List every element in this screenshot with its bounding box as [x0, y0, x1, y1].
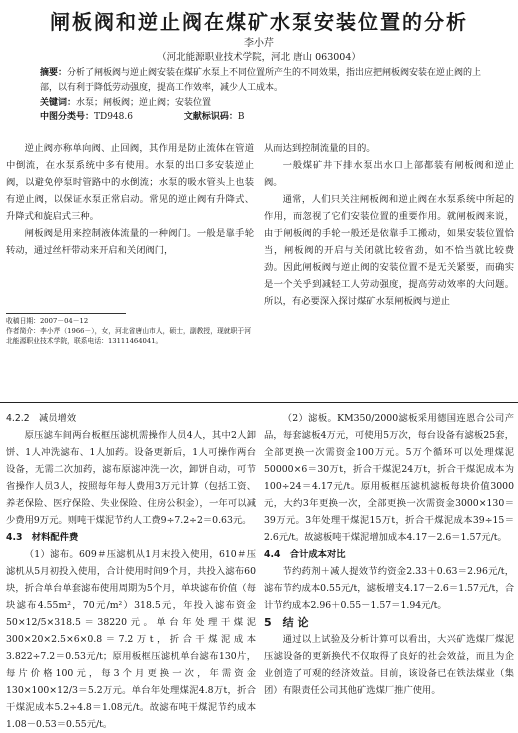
heading-4-3: 4.3 材料配件费: [6, 532, 79, 543]
affiliation: （河北能源职业技术学院，河北 唐山 063004）: [157, 52, 361, 63]
abstract-label: 摘要：: [40, 68, 68, 78]
paragraph: 通常，人们只关注闸板阀和逆止阀在水泵系统中所起的作用，而忽视了它们安装位置的重要作用。就闸板阀来说，由于闸板阀的手轮一般还是依靠手工搬动，如果安装位置恰当，闸板阀的开启与关闭就比较省劲，如不恰当就比较费劲。因此闸板阀与逆止阀的安装位置不是无关紧要，而确实是一个关乎到减轻工人劳动强度，提高劳动效率的大问题。所以，有必要深入探讨煤矿水泵闸板阀与逆止: [264, 194, 514, 307]
paragraph: 节约药剂＋减人提效节约资金2.33＋0.63＝2.96元/t，滤布节约成本0.55元/t，滤板增支4.17－2.6＝1.57元/t，合计节约成本2.96＋0.55－1.57＝1.94元/t。: [264, 566, 514, 611]
class-label: 中图分类号：: [40, 112, 95, 122]
paragraph: （1）滤布。609＃压滤机从1月末投入使用，610＃压滤机从5月初投入使用，合计使用时间9个月，共投入滤布60块，折合单台单套滤布使用周期为5个月，单块滤布价值（每块滤布4.55m²，70元/m²）318.5元，年投入滤布资金50×12/5×318.5＝38220元。单台年处理干煤泥300×20×2.5×6×0.8＝7.2万t，折合干煤泥成本3.822÷7.2＝0.53元/t；原用板框压滤机单台滤布130片，每片价格100元，每3个月更换一次，年需资金130×100×12/3＝5.2万元。单台年处理煤泥4.8万t，折合干煤泥成本5.2÷4.8＝1.08元/t。故滤布吨干煤泥节约成本1.08－0.53＝0.55元/t。: [6, 549, 256, 730]
heading-5-conclusion: 5 结 论: [264, 616, 309, 629]
doc-value: B: [237, 112, 245, 122]
paragraph: 从而达到控制流量的目的。: [264, 143, 376, 154]
doc-label: 文献标识码：: [183, 112, 238, 122]
footnote: [6, 316, 254, 346]
received-date: 收稿日期：2007－04－12: [6, 317, 89, 325]
keywords: [40, 96, 492, 111]
column-bottom-left: [6, 410, 256, 733]
author: 李小芹: [244, 38, 274, 49]
abstract-text: 分析了闸板阀与逆止阀安装在煤矿水泵上不同位置所产生的不同效果，指出应把闸板阀安装在逆止阀的上部，以有利于降低劳动强度，提高工作效率，减少人工成本。: [40, 68, 482, 93]
paragraph: 原压滤车间两台板框压滤机需操作人员4人，其中2人卸饼、1人冲洗滤布、1人加药。设备更新后，1人可操作两台设备，无需二次加药，滤布原滤冲洗一次，卸饼自动，可节省操作人员3人，按照每年每人费用3万元计算（包括工资、养老保险、医疗保险、失业保险、住房公积金），一年可以减少费用9万元。则吨干煤泥节约人工费9÷7.2÷2＝0.63元。: [6, 430, 256, 526]
footnote-rule: [6, 313, 126, 314]
paragraph: 闸板阀是用来控制液体流量的一种阀门。一般是靠手轮转动，通过丝杆带动来开启和关闭阀门，: [6, 228, 254, 256]
column-top-right: [264, 140, 514, 310]
class-value: TD948.6: [94, 112, 133, 122]
keywords-label: 关键词：: [40, 98, 77, 108]
paper-title: 闸板阀和逆止阀在煤矿水泵安装位置的分析: [50, 10, 468, 34]
author-bio: 作者简介：李小芹（1966－），女，河北省唐山市人，硕士，副教授，现就职于河北能源职业技术学院，联系电话：13111464041。: [6, 327, 251, 345]
heading-4-2-2: 4.2.2 减员增效: [6, 413, 77, 424]
abstract: [40, 66, 492, 96]
paragraph: （2）滤板。KM350/2000滤板采用德国连恩合公司产品，每套滤板4万元，可使用5万次，每台设备有滤板25套，全部更换一次需资金100万元。5万个循环可以处理煤泥50000×6＝30万t，折合干煤泥24万t，折合干煤泥成本为100÷24＝4.17元/t。原用板框压滤机滤板每块价值3000元，大约3年更换一次，全部更换一次需资金3000×130＝39万元。3年处理干煤泥15万t，折合干煤泥成本39÷15＝2.6元/t。故滤板吨干煤泥增加成本4.17－2.6＝1.57元/t。: [264, 413, 514, 543]
paragraph: 一般煤矿井下排水泵出水口上部都装有闸板阀和逆止阀。: [264, 160, 514, 188]
classification-line: [40, 110, 492, 125]
paragraph: 逆止阀亦称单向阀、止回阀，其作用是防止流体在管道中倒流，在水泵系统中多有使用。水泵的出口多安装逆止阀，以避免停泵时管路中的水倒流；水泵的吸水管头上也装有逆止阀，以保证水泵正常启动。常见的逆止阀有升降式、升降式和旋启式三种。: [6, 143, 254, 222]
column-bottom-right: [264, 410, 514, 699]
column-top-left: [6, 140, 254, 259]
section-divider: [0, 402, 518, 403]
heading-4-4: 4.4 合计成本对比: [264, 549, 346, 560]
keywords-text: 水泵；闸板阀；逆止阀；安装位置: [76, 98, 212, 108]
paragraph: 通过以上试验及分析计算可以看出，大兴矿选煤厂煤泥压滤设备的更新换代不仅取得了良好的社会效益，而且为企业创造了可观的经济效益。目前，该设备已在铁法煤业（集团）有限责任公司其他矿选煤厂推广使用。: [264, 634, 514, 696]
